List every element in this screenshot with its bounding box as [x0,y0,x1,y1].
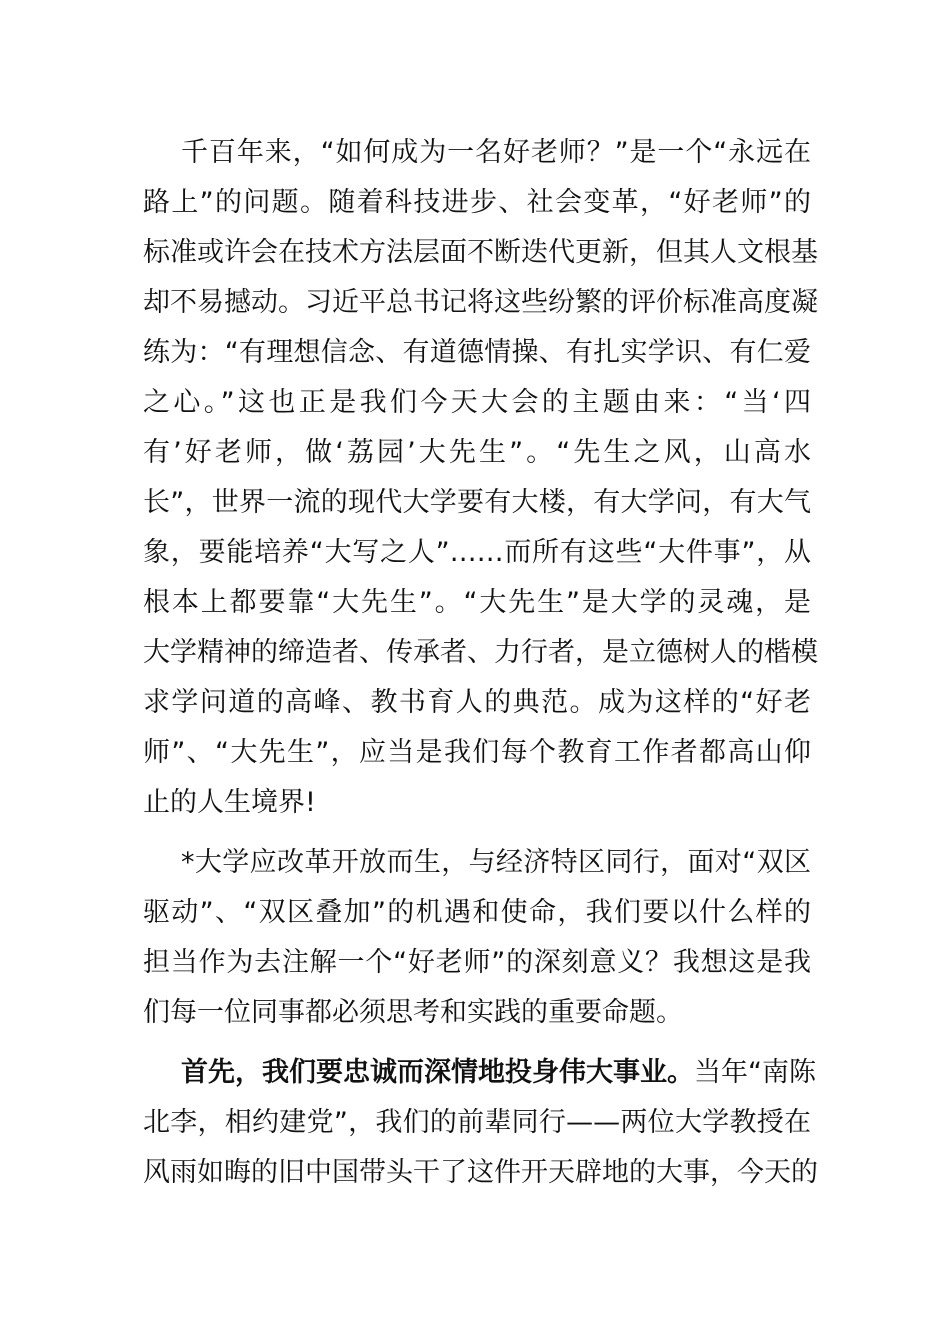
text-line: 风雨如晦的旧中国带头干了这件开天辟地的大事，今天的 [143,1157,818,1188]
text-line: *大学应改革开放而生，与经济特区同行，面对“双区 [181,847,811,878]
text-line: 有’好老师，做‘荔园’大先生”。“先生之风，山高水 [143,437,811,468]
text-line [143,1048,816,1098]
text-line: 北李，相约建党”，我们的前辈同行——两位大学教授在 [143,1107,811,1138]
paragraph-2 [143,838,811,1038]
text-line: 练为：“有理想信念、有道德情操、有扎实学识、有仁爱 [143,337,811,368]
text-line: 千百年来，“如何成为一名好老师？”是一个“永远在 [181,137,811,168]
paragraph-3 [143,1048,818,1198]
paragraph-1 [143,128,818,828]
text-line: 担当作为去注解一个“好老师”的深刻意义？我想这是我 [143,947,811,978]
text-line: 长”，世界一流的现代大学要有大楼，有大学问，有大气 [143,487,811,518]
text-line: 止的人生境界! [143,787,316,818]
text-run: 当年“南陈 [694,1057,816,1088]
bold-lead-sentence: 首先，我们要忠诚而深情地投身伟大事业。 [181,1057,694,1088]
paragraph-spacer [143,1038,811,1048]
text-line: 求学问道的高峰、教书育人的典范。成为这样的“好老 [143,687,811,718]
text-line: 大学精神的缔造者、传承者、力行者，是立德树人的楷模 [143,637,818,668]
text-line: 驱动”、“双区叠加”的机遇和使命，我们要以什么样的 [143,897,811,928]
text-line: 象，要能培养“大写之人”……而所有这些“大件事”，从 [143,537,811,568]
text-line: 却不易撼动。习近平总书记将这些纷繁的评价标准高度凝 [143,287,818,318]
text-line: 师”、“大先生”，应当是我们每个教育工作者都高山仰 [143,737,811,768]
paragraph-spacer [143,828,811,838]
text-line: 之心。”这也正是我们今天大会的主题由来：“当‘四 [143,387,811,418]
text-line: 根本上都要靠“大先生”。“大先生”是大学的灵魂，是 [143,587,811,618]
text-line: 路上”的问题。随着科技进步、社会变革，“好老师”的 [143,187,811,218]
document-body [143,128,818,1198]
text-line: 们每一位同事都必须思考和实践的重要命题。 [143,997,683,1028]
text-line: 标准或许会在技术方法层面不断迭代更新，但其人文根基 [143,237,818,268]
